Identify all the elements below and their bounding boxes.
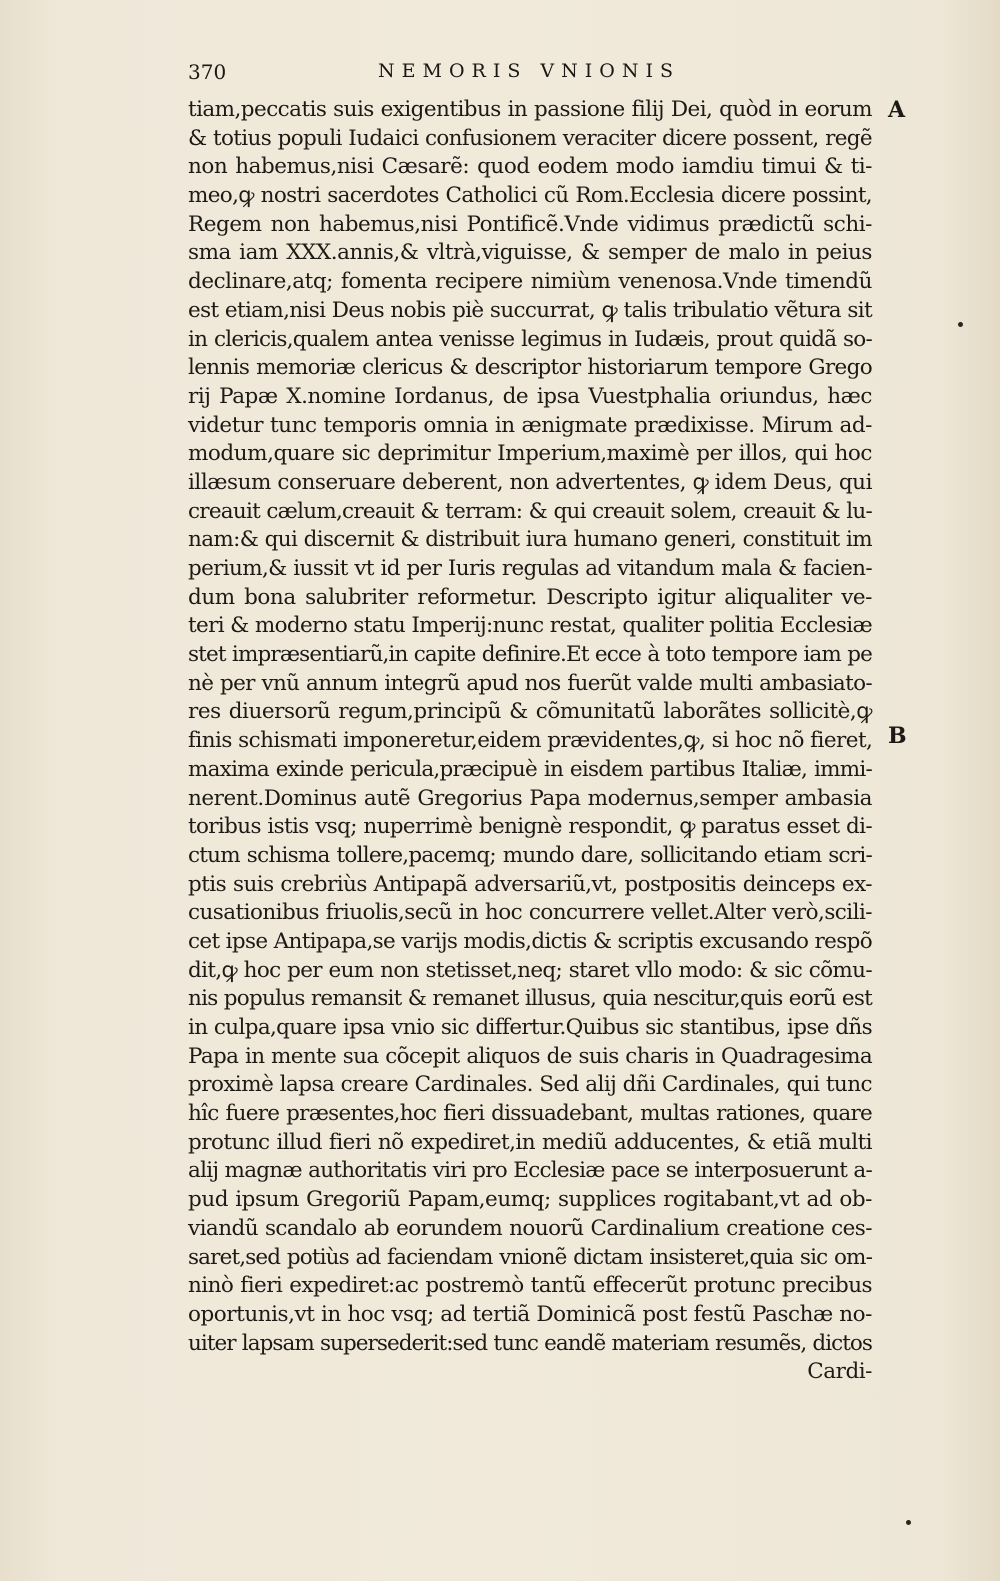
text-line: tiam,peccatis suis exigentibus in passione filij Dei, quòd in eorum [188, 97, 872, 122]
text-line: perium,& iussit vt id per Iuris regulas ad vitandum mala & facien- [188, 556, 872, 581]
text-line: nis populus remansit & remanet illusus, quia nescitur,quis eorũ est [188, 986, 872, 1012]
text-line: viandũ scandalo ab eorundem nouorũ Cardinalium creatione ces- [188, 1215, 872, 1241]
text-line: in clericis,qualem antea venisse legimus in Iudæis, prout quidã so- [188, 326, 872, 352]
text-line: ninò fieri expediret:ac postremò tantũ effecerũt protunc precibus [188, 1273, 872, 1299]
ink-speck [958, 322, 963, 327]
text-line: est etiam,nisi Deus nobis piè succurrat, ꝙ talis tribulatio vẽtura sit [188, 297, 872, 323]
text-line: Papa in mente sua cõcepit aliquos de suis charis in Quadragesima [188, 1043, 872, 1069]
page-number: 370 [188, 60, 227, 84]
text-line: meo,ꝙ nostri sacerdotes Catholici cũ Rom.Ecclesia dicere possint, [188, 183, 872, 209]
text-line: teri & moderno statu Imperij:nunc restat, qualiter politia Ecclesiæ [188, 613, 872, 639]
text-line: non habemus,nisi Cæsarẽ: quod eodem modo iamdiu timui & ti- [188, 154, 872, 180]
text-line: ctum schisma tollere,pacemq; mundo dare, sollicitando etiam scri- [188, 842, 872, 868]
text-line: dum bona salubriter reformetur. Descripto igitur aliqualiter ve- [188, 584, 872, 610]
text-line: pud ipsum Gregoriũ Papam,eumq; supplices rogitabant,vt ad ob- [188, 1187, 872, 1213]
ink-speck [906, 1520, 911, 1525]
text-line: modum,quare sic deprimitur Imperium,maximè per illos, qui hoc [188, 441, 872, 467]
margin-marker-a: A [888, 97, 906, 123]
text-line: alij magnæ authoritatis viri pro Ecclesiæ pace se interposuerunt a- [188, 1158, 872, 1184]
text-line: rij Papæ X.nomine Iordanus, de ipsa Vuestphalia oriundus, hæc [188, 383, 872, 409]
text-line: creauit cælum,creauit & terram: & qui creauit solem, creauit & lu- [188, 498, 872, 524]
text-line: Regem non habemus,nisi Pontificẽ.Vnde vidimus prædictũ schi- [188, 211, 872, 237]
text-line: videtur tunc temporis omnia in ænigmate prædixisse. Mirum ad- [188, 412, 872, 438]
text-line: dit,ꝙ hoc per eum non stetisset,neq; staret vllo modo: & sic cõmu- [188, 957, 872, 983]
text-line: res diuersorũ regum,principũ & cõmunitatũ laborãtes sollicitè,ꝙ [188, 699, 872, 725]
text-line: hîc fuere præsentes,hoc fieri dissuadebant, multas rationes, quare [188, 1101, 872, 1127]
text-line: nè per vnũ annum integrũ apud nos fuerũt valde multi ambasiato- [188, 670, 872, 696]
text-line: protunc illud fieri nõ expediret,in mediũ adducentes, & etiã multi [188, 1129, 872, 1155]
text-line: cusationibus friuolis,secũ in hoc concurrere vellet.Alter verò,scili- [188, 900, 872, 926]
text-line: cet ipse Antipapa,se varijs modis,dictis & scriptis excusando respõ [188, 928, 873, 954]
text-line: declinare,atq; fomenta recipere nimiùm venenosa.Vnde timendũ [188, 269, 872, 295]
text-line: & totius populi Iudaici confusionem veraciter dicere possent, regẽ [188, 125, 872, 151]
text-line: nerent.Dominus autẽ Gregorius Papa modernus,semper ambasia [188, 785, 872, 811]
text-line: uiter lapsam supersederit:sed tunc eandẽ materiam resumẽs, dictos [188, 1330, 872, 1356]
text-line: saret,sed potiùs ad faciendam vnionẽ dictam insisteret,quia sic om- [188, 1244, 872, 1270]
text-line: Cardi- [807, 1359, 872, 1385]
body-text [188, 96, 872, 1387]
margin-marker-b: B [888, 723, 907, 749]
text-line: proximè lapsa creare Cardinales. Sed alij dñi Cardinales, qui tunc [188, 1072, 872, 1098]
text-line: lennis memoriæ clericus & descriptor historiarum tempore Grego [188, 355, 872, 381]
text-line: finis schismati imponeretur,eidem prævidentes,ꝙ, si hoc nõ fieret, [188, 728, 873, 754]
text-line: in culpa,quare ipsa vnio sic differtur.Quibus sic stantibus, ipse dñs [188, 1015, 872, 1040]
running-title: NEMORIS VNIONIS [378, 60, 680, 82]
text-line: illæsum conseruare deberent, non advertentes, ꝙ idem Deus, qui [188, 469, 872, 495]
text-line: ptis suis crebriùs Antipapã adversariũ,vt, postpositis deinceps ex- [188, 871, 872, 897]
text-line: toribus istis vsq; nuperrimè benignè respondit, ꝙ paratus esset di- [188, 814, 872, 840]
text-line: maxima exinde pericula,præcipuè in eisdem partibus Italiæ, immi- [188, 756, 872, 782]
text-line: sma iam XXX.annis,& vltrà,viguisse, & semper de malo in peius [188, 240, 872, 266]
text-line: nam:& qui discernit & distribuit iura humano generi, constituit im [188, 527, 872, 553]
text-line: oportunis,vt in hoc vsq; ad tertiã Dominicã post festũ Paschæ no- [188, 1301, 872, 1327]
text-line: stet impræsentiarũ,in capite definire.Et ecce à toto tempore iam pe [188, 642, 872, 668]
running-head [188, 60, 888, 90]
